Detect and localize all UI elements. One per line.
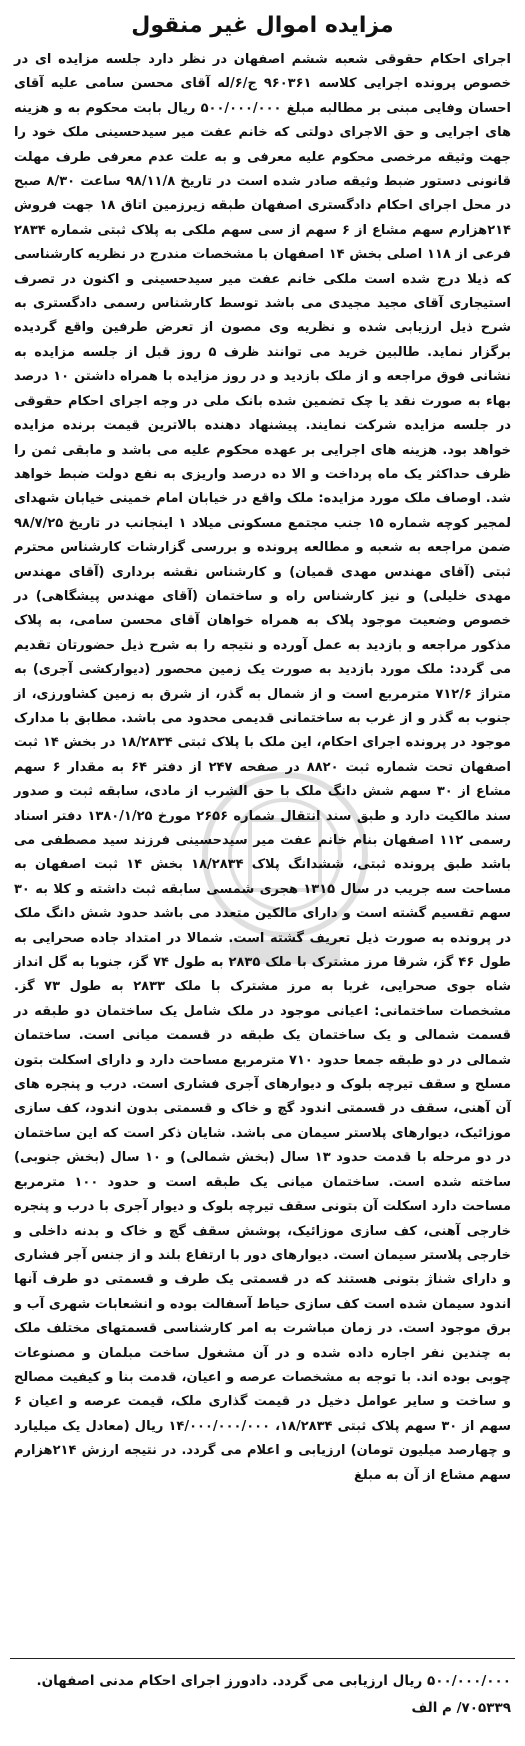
notice-body: اجرای احکام حقوقی شعبه ششم اصفهان در نظر دارد جلسه مزایده ای در خصوص پرونده اجرایی کلاسه ۹۶۰۳۶۱ ج/۶/له آقای محسن سامی علیه آقای احسان وفایی مبنی بر مطالبه مبلغ ۵۰۰/۰۰۰/۰۰۰ ریال بابت محکوم به و هزینه های اجرایی و حق الاجرای دولتی که خانم عفت میر سیدحسینی ملک خود را جهت وثیقه مرخصی محکوم علیه معرفی و به علت عدم معرفی طرف مهلت قانونی دستور ضبط وثیقه صادر شده است در تاریخ ۹۸/۱۱/۸ ساعت ۸/۳۰ صبح در محل اجرای احکام دادگستری اصفهان طبقه زیرزمین اتاق ۱۸ جهت فروش ۲۱۴هزارم سهم مشاع از ۶ سهم از سی سهم ملکی به پلاک ثبتی شماره ۲۸۳۴ فرعی از ۱۱۸ اصلی بخش ۱۴ اصفهان با مشخصات مندرج در نظریه کارشناسی که ذیلا درج شده است ملکی خانم عفت میر سیدحسینی و اکنون در تصرف استیجاری آقای مجید مجیدی می باشد توسط کارشناس رسمی دادگستری به شرح ذیل ارزیابی شده و نظریه وی مصون از تعرض طرفین واقع گردیده برگزار نماید. طالبین خرید می توانند ظرف ۵ روز قبل از جلسه مزایده به نشانی فوق مراجعه و از ملک بازدید و در روز مزایده با همراه داشتن ۱۰ درصد بهاء به صورت نقد یا چک تضمین شده بانک ملی در وجه اجرای احکام حقوقی در جلسه مزایده شرکت نمایند. پیشنهاد دهنده بالاترین قیمت برنده مزایده خواهد بود. هزینه های اجرایی بر عهده محکوم علیه می باشد و مابقی ثمن را ظرف حداکثر یک ماه پرداخت و الا ده درصد واریزی به نفع دولت ضبط خواهد شد. اوصاف ملک مورد مزایده: ملک واقع در خیابان امام خمینی خیابان شهدای لمجیر کوچه شماره ۱۵ جنب مجتمع مسکونی میلاد ۱ اینجانب در تاریخ ۹۸/۷/۲۵ ضمن مراجعه به شعبه و مطالعه پرونده و بررسی گزارشات کارشناس محترم ثبتی (آقای مهندس مهدی قمیان) و کارشناس نقشه برداری (آقای مهندس مهدی خلیلی) و نیز کارشناس راه و ساختمان (آقای مهندس پیشگاهی) در خصوص وضعیت موجود پلاک به همراه خواهان آقای محسن سامی، به پلاک مذکور مراجعه و بازدید به عمل آورده و نتیجه را به شرح ذیل حضورتان تقدیم می گردد: ملک مورد بازدید به صورت یک زمین محصور (دیوارکشی آجری) به متراژ ۷۱۲/۶ مترمربع است و از شمال به گذر، از شرق به زمین کشاورزی، از جنوب به گذر و از غرب به ساختمانی قدیمی محدود می باشد. مطابق با مدارک موجود در پرونده اجرای احکام، این ملک با پلاک ثبتی ۱۸/۲۸۳۴ در بخش ۱۴ ثبت اصفهان تحت شماره ثبت ۸۸۲۰ در صفحه ۲۴۷ از دفتر ۶۴ به مقدار ۶ سهم مشاع از ۳۰ سهم شش دانگ ملک با حق الشرب از مادی، سابقه ثبت و صدور سند مالکیت دارد و طبق سند انتقال شماره ۲۶۵۶ مورخ ۱۳۸۰/۱/۲۵ دفتر اسناد رسمی ۱۱۲ اصفهان بنام خانم عفت میر سیدحسینی فرزند سید مصطفی می باشد طبق پرونده ثبتی، ششدانگ پلاک ۱۸/۲۸۳۴ بخش ۱۴ ثبت اصفهان به مساحت سه جریب در سال ۱۳۱۵ هجری شمسی سابقه ثبت داشته و کلا به ۳۰ سهم تقسیم گشته است و دارای مالکین متعدد می باشد حدود شش دانگ ملک در پرونده به صورت ذیل تعریف گشته است. شمالا در امتداد جاده صحرایی به طول ۴۶ گز، شرقا مرز مشترک با ملک ۲۸۳۵ به طول ۷۴ گز، جنوبا به گل انداز شاه جوی صحرایی، غربا به مرز مشترک با ملک ۲۸۳۳ به طول ۷۳ گز. مشخصات ساختمانی: اعیانی موجود در ملک شامل یک ساختمان دو طبقه در قسمت شمالی و یک ساختمان یک طبقه در قسمت میانی است. ساختمان شمالی در دو طبقه جمعا حدود ۷۱۰ مترمربع مساحت دارد و دارای اسکلت بتون مسلح و سقف تیرچه بلوک و دیوارهای آجری فشاری است. درب و پنجره های آن آهنی، سقف در قسمتی اندود گچ و خاک و قسمتی بدون اندود، کف سازی موزائیک، دیوارهای پلاستر سیمان می باشد. شایان ذکر است که این ساختمان در دو مرحله با قدمت حدود ۱۳ سال (بخش شمالی) و ۱۰ سال (بخش جنوبی) ساخته شده است. ساختمان میانی یک طبقه است و حدود ۱۰۰ مترمربع مساحت دارد اسکلت آن بتونی سقف تیرچه بلوک و دیوار آجری با درب و پنجره خارجی آهنی، کف سازی موزائیک، پوشش سقف گچ و خاک و بدنه داخلی و خارجی پلاستر سیمان است. دیوارهای دور با ارتفاع بلند و از جنس آجر فشاری و دارای شناژ بتونی هستند که در قسمتی یک طرف و قسمتی دو طرف آنها اندود سیمان شده است کف سازی حیاط آسفالت بوده و انشعابات شهری آب و برق موجود است. در زمان مباشرت به امر کارشناسی قسمتهای مختلف ملک به چندین نفر اجاره داده شده و در آن مشغول ساخت مبلمان و مصنوعات چوبی بوده اند. با توجه به مشخصات عرصه و اعیان، قدمت بنا و کیفیت مصالح و ساخت و سایر عوامل دخیل در قیمت گذاری ملک، قیمت عرصه و اعیان ۶ سهم از ۳۰ سهم پلاک ثبتی ۱۸/۲۸۳۴، ۱۴/۰۰۰/۰۰۰/۰۰۰ ریال (معادل یک میلیارد و چهارصد میلیون تومان) ارزیابی و اعلام می گردد. در نتیجه ارزش ۲۱۴هزارم سهم مشاع از آن به مبلغ: [14, 52, 512, 1483]
footer-divider: [10, 1658, 515, 1659]
footer-reference-code: ۷۰۵۳۳۹/ م الف: [411, 1700, 511, 1716]
notice-footer: [14, 1668, 511, 1722]
footer-amount-line: ۵۰۰/۰۰۰/۰۰۰ ریال ارزیابی می گردد. دادورز اجرای احکام مدنی اصفهان.: [36, 1673, 511, 1689]
notice-title: مزایده اموال غیر منقول: [131, 13, 394, 38]
